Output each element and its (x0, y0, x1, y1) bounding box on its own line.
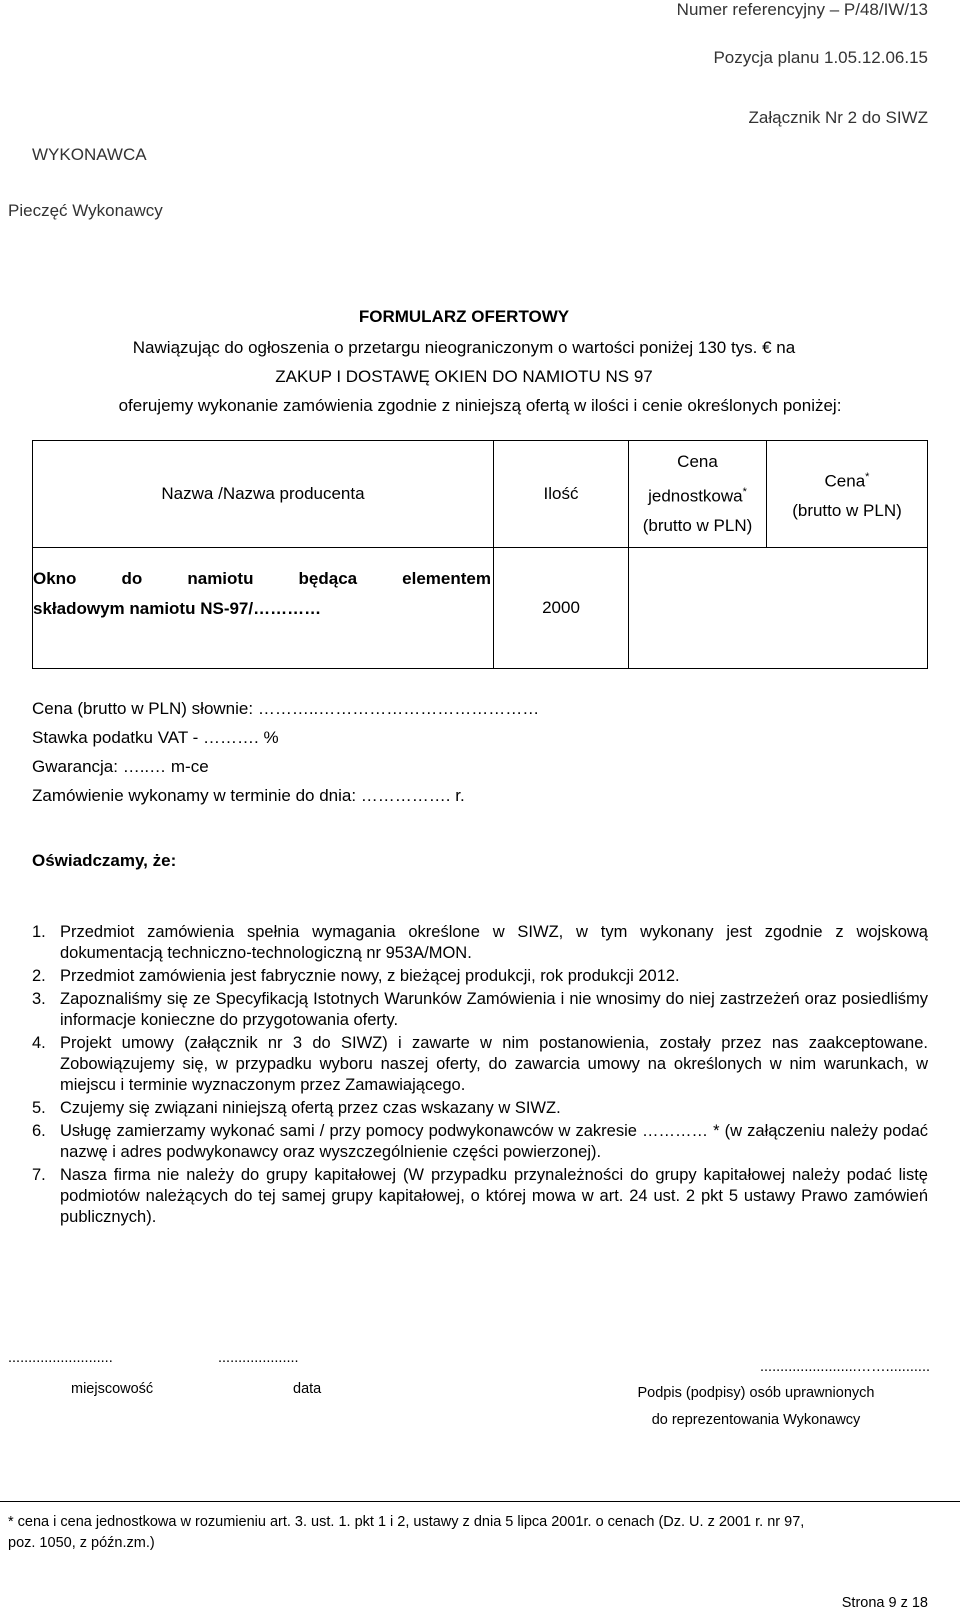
signature-label-1: Podpis (podpisy) osób uprawnionych (637, 1385, 875, 1401)
list-item: 3. Zapoznaliśmy się ze Specyfikacją Istotnych Warunków Zamówienia i nie wnosimy do niej zastrzeżeń oraz posiedliśmy informacje konieczne do przygotowania oferty. (32, 990, 928, 1029)
warranty: Gwarancja: …..… m-ce (32, 757, 209, 776)
list-item: 4. Projekt umowy (załącznik nr 3 do SIWZ) i zawarte w nim postanowienia, zostały przez nas zaakceptowane. Zobowiązujemy się, w przypadku wyboru naszej oferty, do zawarcia umowy na określonych w nim warunkach, w miejscu i terminie wyznaczonym przez Zamawiającego. (32, 1034, 928, 1094)
place-label: miejscowość (71, 1381, 154, 1397)
intro-line-3: oferujemy wykonanie zamówienia zgodnie z niniejszą ofertą w ilości i cenie określonych poniżej: (118, 396, 842, 415)
row-name: Okno do namiotu będąca elementem składowym namiotu NS-97/………… (33, 548, 494, 669)
footnote-divider (0, 1501, 960, 1502)
table-header-row (33, 441, 928, 548)
date-dots: .................... (218, 1350, 299, 1366)
stamp-label: Pieczęć Wykonawcy (8, 201, 163, 220)
form-title: FORMULARZ OFERTOWY (358, 307, 570, 326)
deadline: Zamówienie wykonamy w terminie do dnia: ……………. r. (32, 786, 465, 805)
price-in-words: Cena (brutto w PLN) słownie: ………..………………………………… (32, 699, 540, 718)
attachment-label: Załącznik Nr 2 do SIWZ (748, 108, 928, 127)
date-label: data (293, 1381, 322, 1397)
reference-number: Numer referencyjny – P/48/IW/13 (676, 0, 928, 19)
header-price: Cena* (brutto w PLN) (767, 441, 928, 548)
list-item: 7. Nasza firma nie należy do grupy kapitałowej (W przypadku przynależności do grupy kapitałowej należy podać listę podmiotów należących do tej samej grupy kapitałowej, o której mowa w art. 24 ust. 2 pkt 5 ustawy Prawo zamówień publicznych). (32, 1166, 928, 1226)
row-quantity: 2000 (494, 548, 629, 669)
place-dots: .......................... (8, 1350, 113, 1366)
list-item: 2. Przedmiot zamówienia jest fabrycznie nowy, z bieżącej produkcji, rok produkcji 2012. (32, 967, 680, 985)
declarations-heading: Oświadczamy, że: (32, 851, 177, 870)
list-item: 1. Przedmiot zamówienia spełnia wymagania określone w SIWZ, w tym wykonany jest zgodnie z wojskową dokumentacją techniczno-technologiczną nr 953A/MON. (32, 923, 928, 962)
header-name: Nazwa /Nazwa producenta (33, 441, 494, 548)
list-item: 6. Usługę zamierzamy wykonać sami / przy pomocy podwykonawców w zakresie ………… * (w załączeniu należy podać nazwę i adres podwykonawcy oraz wyszczególnienie części powierzonej). (32, 1122, 928, 1161)
row-price (767, 548, 928, 669)
list-item: 5. Czujemy się związani niniejszą ofertą przez czas wskazany w SIWZ. (32, 1099, 561, 1117)
vat-rate: Stawka podatku VAT - ………. % (32, 728, 279, 747)
row-unit-price (629, 548, 767, 669)
page-number: Strona 9 z 18 (841, 1595, 928, 1611)
header-unit-price: Cena jednostkowa* (brutto w PLN) (629, 441, 767, 548)
plan-position: Pozycja planu 1.05.12.06.15 (713, 48, 928, 67)
offer-table (32, 440, 928, 669)
declarations-list (32, 922, 928, 1230)
signature-label-2: do reprezentowania Wykonawcy (651, 1412, 861, 1428)
signature-dots: ........................……........... (760, 1359, 930, 1375)
contractor-label: WYKONAWCA (32, 145, 147, 164)
intro-line-1: Nawiązując do ogłoszenia o przetargu nieograniczonym o wartości poniżej 130 tys. € na (132, 338, 796, 357)
subject-line: ZAKUP I DOSTAWĘ OKIEN DO NAMIOTU NS 97 (275, 367, 653, 386)
header-quantity: Ilość (494, 441, 629, 548)
footnote: * cena i cena jednostkowa w rozumieniu art. 3. ust. 1. pkt 1 i 2, ustawy z dnia 5 lipca 2001r. o cenach (Dz. U. z 2001 r. nr 97, poz. 1050, z późn.zm.) (8, 1514, 805, 1551)
table-row (33, 548, 928, 669)
